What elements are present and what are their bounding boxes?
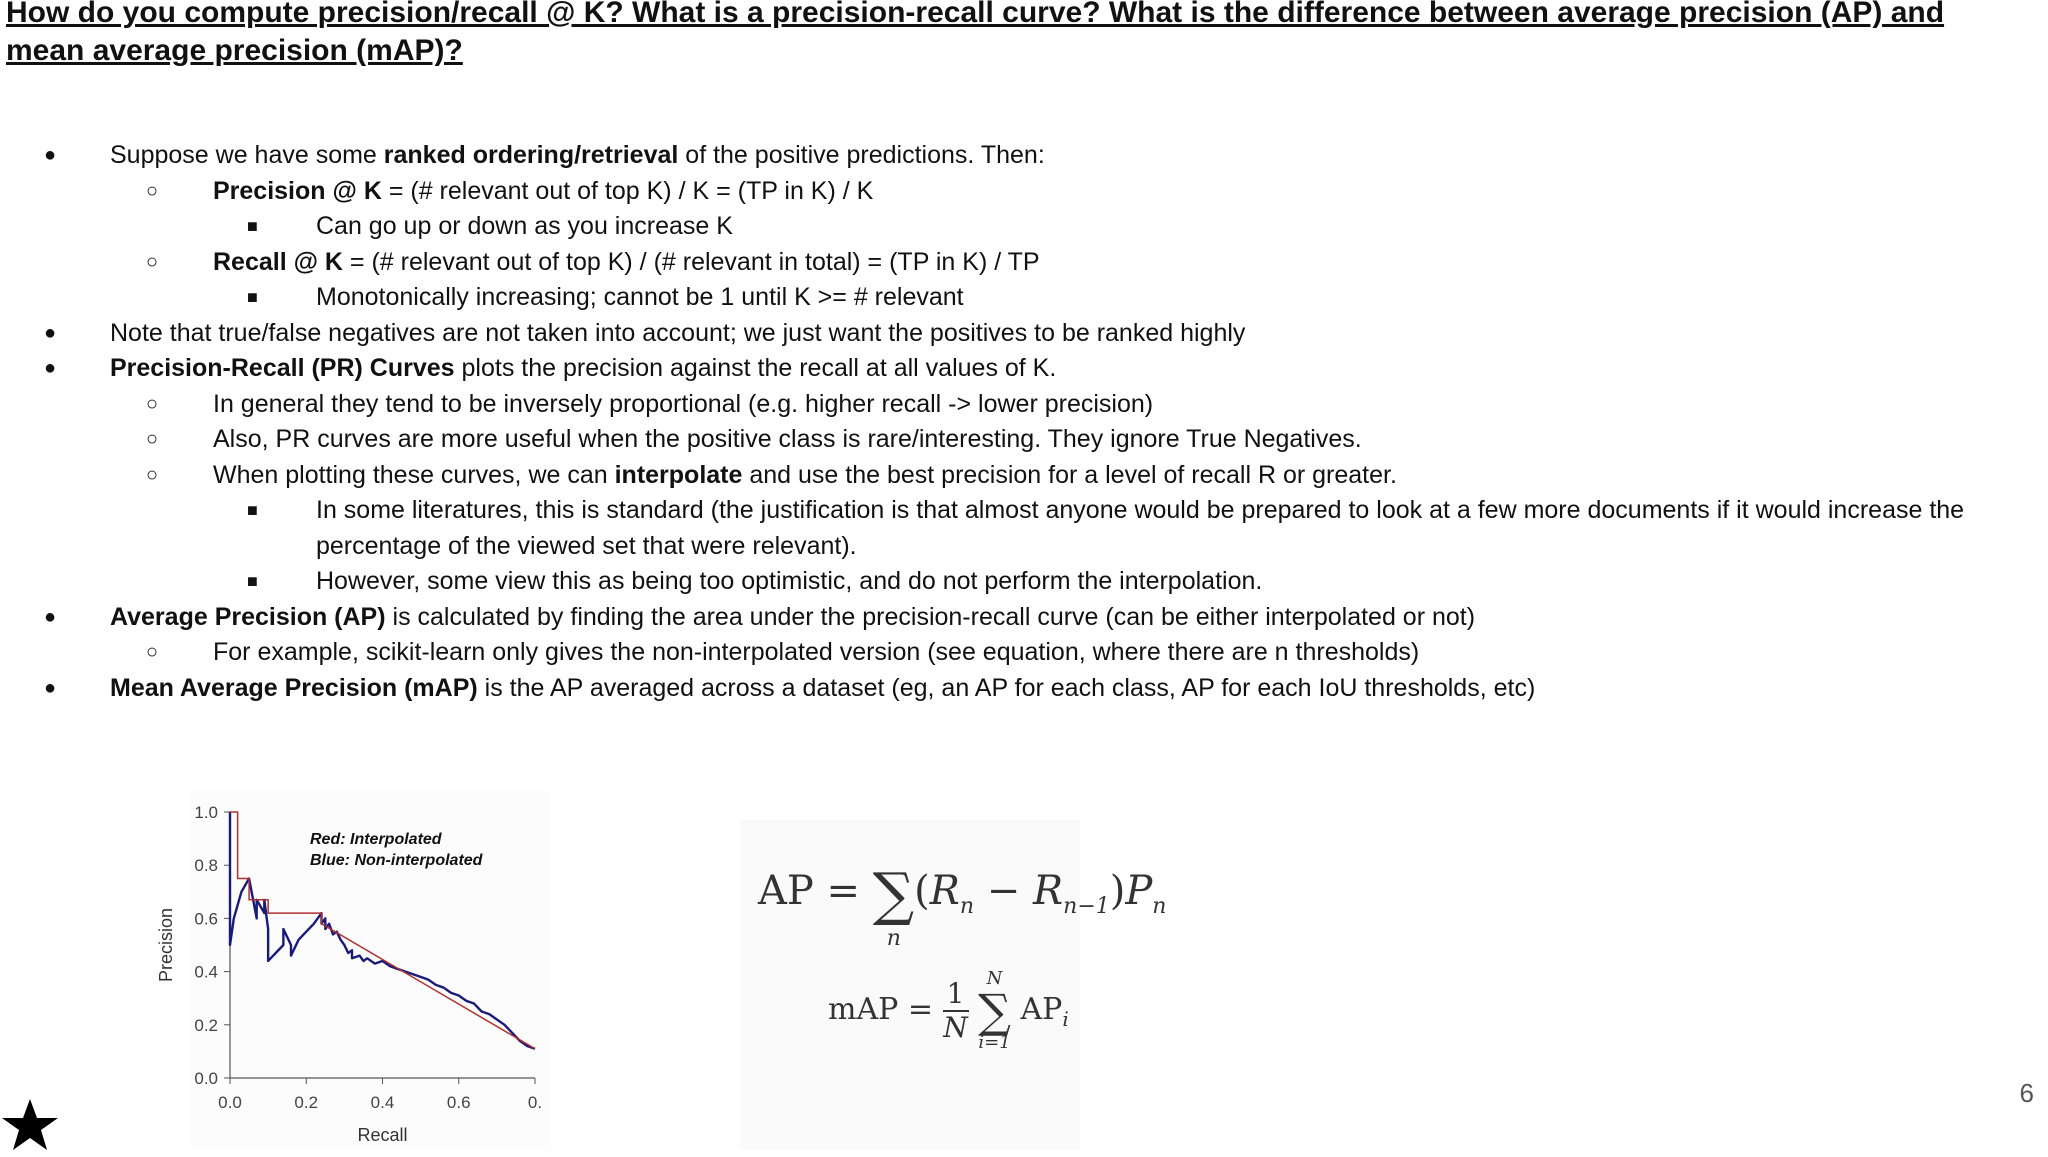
bullet-marker: ○ [146,428,159,450]
star-icon [0,1098,60,1157]
pr-curve-chart [150,790,550,1150]
y-tick-label: 0.6 [194,909,218,929]
bullet-marker: ○ [146,392,159,415]
bullet-marker: ● [44,605,57,628]
x-axis-label: Recall [357,1125,408,1145]
bullet-marker: ■ [247,500,258,520]
x-tick-label: 0.4 [370,1093,395,1112]
formula-image [740,820,1167,1150]
bullet-marker: ○ [146,179,159,202]
bullet-marker: ■ [247,287,258,307]
bullet-marker: ○ [146,641,159,663]
x-tick-label: 0.6 [446,1093,471,1112]
x-tick-label: 0. [527,1093,543,1112]
bullet-marker: ■ [247,216,258,236]
map-formula: mAP = $\frac{1}{N}$ N ∑ i=1 $AP_i$ [828,968,1069,1053]
y-tick-label: 0.2 [194,1015,218,1035]
x-tick-label: 0.0 [218,1093,242,1112]
bullet-marker: ● [44,144,57,166]
ap-formula: AP = ∑ n $(R_n - R_{n-1})P_n$ [758,860,1167,951]
y-axis-label: Precision [156,907,176,983]
legend-entry: Blue: Non-interpolated [310,852,483,869]
y-tick-label: 1.0 [194,803,218,822]
page-number: 6 [2019,1078,2034,1108]
bullet-marker: ● [44,321,57,344]
bullet-marker: ■ [247,571,258,591]
bullet-marker: ○ [146,463,159,486]
bullet-marker: ○ [146,250,159,273]
pr-curve-svg [150,790,550,1150]
y-tick-label: 0.0 [194,1069,218,1088]
x-tick-label: 0.2 [294,1093,319,1112]
bullet-marker: ● [44,676,57,699]
y-tick-label: 0.8 [194,856,218,876]
bullet-marker: ● [44,357,57,379]
y-tick-label: 0.4 [194,962,218,982]
legend-entry: Red: Interpolated [310,831,442,848]
slide-title: How do you compute precision/recall @ K? What is a precision-recall curve? What is the difference between average precision (AP) and mean average precision (mAP)? [6,0,1945,67]
